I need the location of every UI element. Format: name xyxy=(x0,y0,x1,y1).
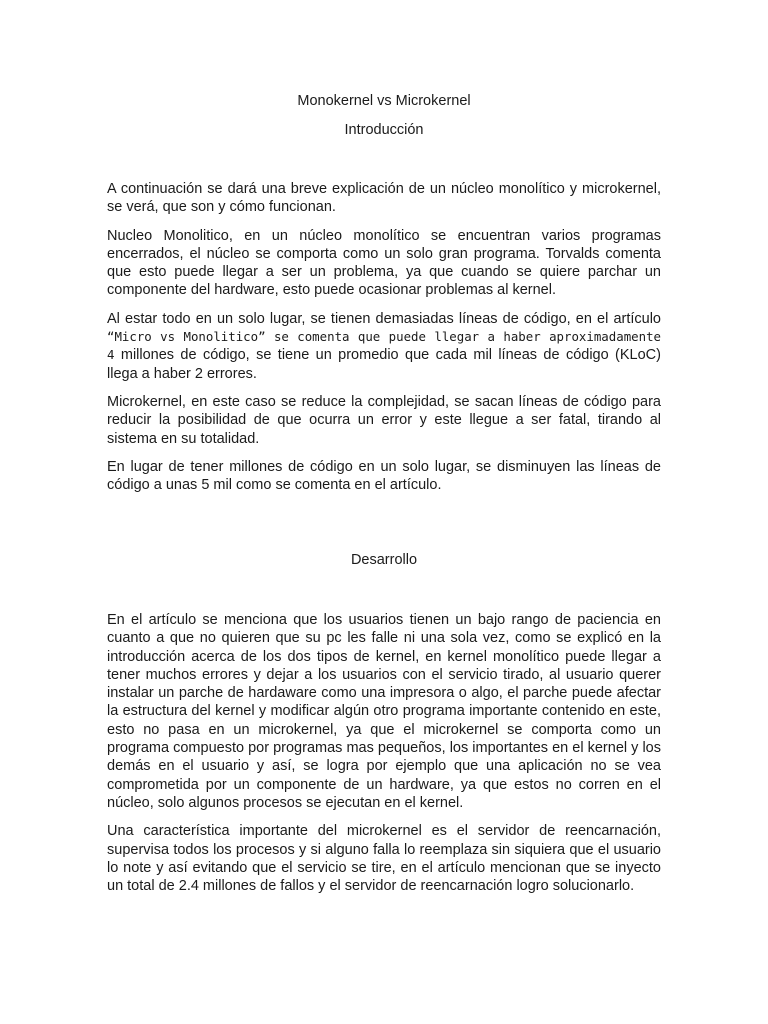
section-heading-introduccion: Introducción xyxy=(344,122,424,138)
section-heading-desarrollo: Desarrollo xyxy=(350,552,418,568)
intro-section-body xyxy=(107,180,661,504)
dev-section-body xyxy=(107,611,661,905)
intro-paragraph-3-start: Al estar todo en un solo lugar, se tienen demasiadas líneas de código, en el artículo xyxy=(107,310,661,327)
intro-paragraph-4: Microkernel, en este caso se reduce la complejidad, se sacan líneas de código para reducir la posibilidad de que ocurra un error y este llegue a ser fatal, tirando al sistema en su totalidad. xyxy=(107,393,661,447)
intro-paragraph-1: A continuación se dará una breve explicación de un núcleo monolítico y microkernel, se verá, que son y cómo funcionan. xyxy=(107,181,661,216)
dev-paragraph-1: En el artículo se menciona que los usuarios tienen un bajo rango de paciencia en cuanto a que no quieren que su pc les falle ni una sola vez, como se explicó en la introducción acerca de los dos tipos de kernel, en kernel monolítico puede llegar a tener muchos errores y dejar a los usuarios con el servicio tirado, al usuario querer instalar un parche de hardaware como una impresora o algo, el parche puede afectar la estructura del kernel y modificar algún otro programa importante contenido en este, esto no pasa en un microkernel, ya que el microkernel se comporta como un programa compuesto por programas mas pequeños, los importantes en el kernel y los demás en el usuario y así, se logra por ejemplo que una aplicación no se vea comprometida por un componente de un hardware, ya que estos no corren en el núcleo, solo algunos procesos se ejecutan en el kernel. xyxy=(107,612,661,811)
intro-paragraph-3-end: millones de código, se tiene un promedio que cada mil líneas de código (KLoC) llega a haber 2 errores. xyxy=(107,347,661,382)
intro-paragraph-5: En lugar de tener millones de código en un solo lugar, se disminuyen las líneas de código a unas 5 mil como se comenta en el artículo. xyxy=(107,458,661,494)
intro-paragraph-3 xyxy=(107,310,661,383)
dev-paragraph-2: Una característica importante del microkernel es el servidor de reencarnación, supervisa todos los procesos y si alguno falla lo reemplaza sin siquiera que el usuario lo note y así evitando que el servicio se tire, en el artículo mencionan que se inyecto un total de 2.4 millones de fallos y el servidor de reencarnación logro solucionarlo. xyxy=(107,823,661,895)
intro-paragraph-2: Nucleo Monolitico, en un núcleo monolítico se encuentran varios programas encerrados, el núcleo se comporta como un solo gran programa. Torvalds comenta que esto puede llegar a ser un problema, ya que cuando se quiere parchar un componente del hardware, esto puede ocasionar problemas al kernel. xyxy=(107,227,661,299)
intro-paragraph-3-quote: “Micro vs Monolitico” se comenta que puede llegar a haber aproximadamente 4 xyxy=(107,329,661,363)
document-title: Monokernel vs Microkernel xyxy=(297,93,471,109)
